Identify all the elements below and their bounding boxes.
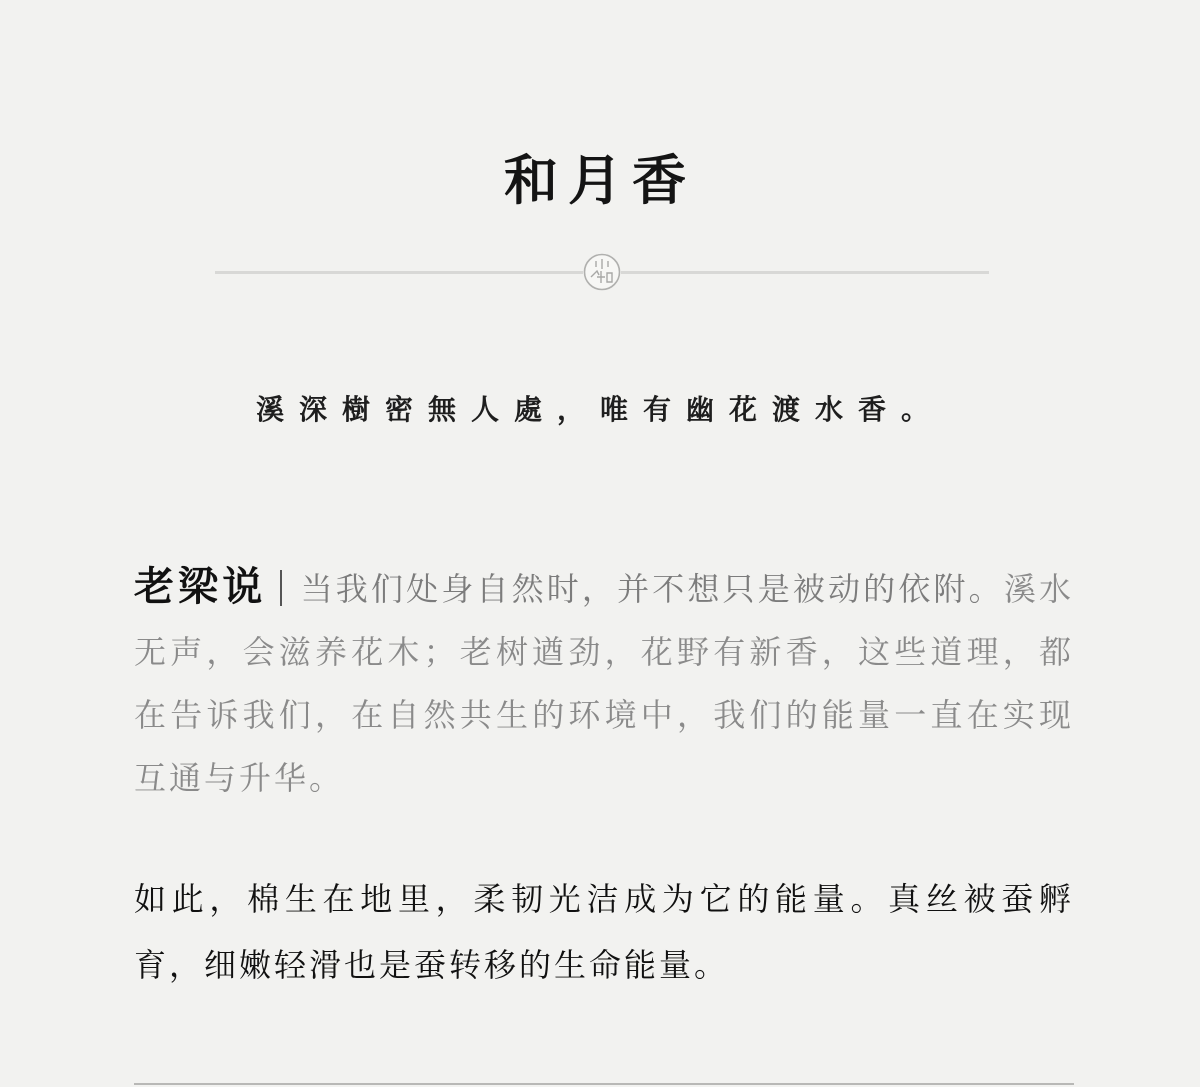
body-paragraph: 如此，棉生在地里，柔韧光洁成为它的能量。真丝被蚕孵育，细嫩轻滑也是蚕转移的生命能量。: [134, 880, 1074, 984]
divider-left: [215, 271, 583, 274]
seal-icon: [583, 253, 621, 291]
intro-first-line: 当我们处身自然时，并不想只是被动的依附。: [300, 570, 1004, 608]
bottom-rule: [134, 1083, 1074, 1085]
lead-separator: [280, 570, 282, 606]
intro-paragraph: [134, 555, 1074, 810]
intro-lead: 老梁说: [134, 563, 267, 610]
page-title: 和月香: [504, 148, 696, 212]
verse-line: 溪深樹密無人處，唯有幽花渡水香。: [255, 393, 944, 426]
intro-body: 溪水无声，会滋养花木；老树遒劲，花野有新香，这些道理，都在告诉我们，在自然共生的环境中，我们的能量一直在实现互通与升华。: [134, 570, 1074, 797]
divider-right: [621, 271, 989, 274]
